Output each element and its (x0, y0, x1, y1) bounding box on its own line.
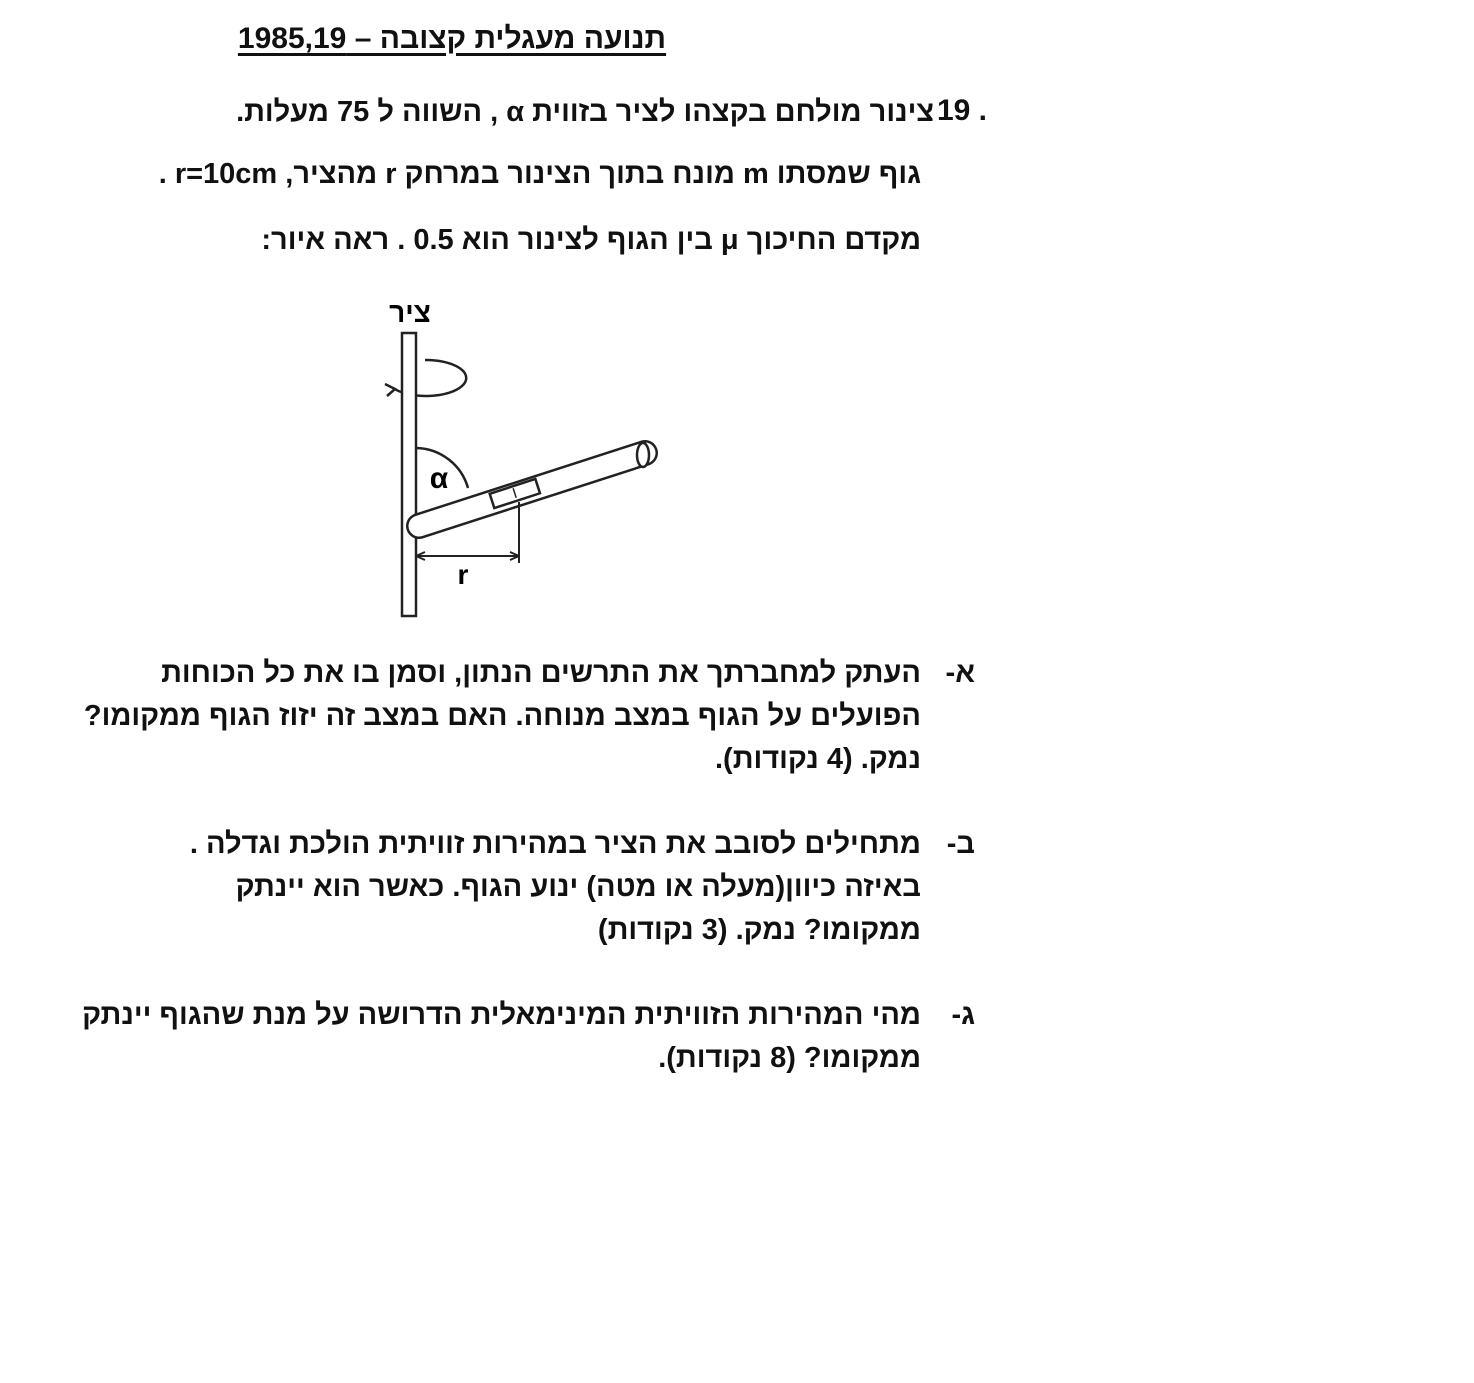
intro-line-3: מקדם החיכוך μ בין הגוף לצינור הוא 0.5 . ראה איור: (261, 224, 921, 256)
vertical-axis (402, 333, 416, 616)
question-a-line-1: העתק למחברתך את התרשים הנתון, וסמן בו את כל הכוחות (161, 657, 921, 689)
question-c-letter: ג- (951, 999, 975, 1031)
question-a-letter: א- (945, 657, 975, 689)
angle-label: α (429, 462, 449, 495)
question-b-line-1: מתחילים לסובב את הציר במהירות זוויתית הולכת וגדלה . (189, 828, 921, 860)
question-number: 19 . (936, 94, 987, 127)
intro-line-1: צינור מולחם בקצהו לציר בזווית α , השווה ל 75 מעלות. (236, 96, 934, 128)
rotation-arrow-icon (385, 360, 466, 396)
tube-on-axis-figure (355, 288, 665, 628)
question-a-line-3: נמק. (4 נקודות). (714, 743, 921, 775)
intro-line-2: גוף שמסתו m מונח בתוך הצינור במרחק r מהציר, r=10cm . (158, 158, 921, 190)
question-b-letter: ב- (946, 828, 975, 860)
question-a (83, 652, 975, 781)
page-title: תנועה מעגלית קצובה – 1985,19 (237, 22, 667, 55)
distance-label: r (457, 559, 469, 590)
question-c (82, 994, 975, 1080)
question-b-line-2: באיזה כיוון(מעלה או מטה) ינוע הגוף. כאשר הוא יינתק (235, 871, 921, 903)
question-a-line-2: הפועלים על הגוף במצב מנוחה. האם במצב זה יזוז הגוף ממקומו? (83, 700, 921, 732)
question-c-line-2: ממקומו? (8 נקודות). (658, 1042, 921, 1074)
question-b-line-3: ממקומו? נמק. (3 נקודות) (597, 914, 921, 946)
question-c-line-1: מהי המהירות הזוויתית המינימאלית הדרושה על מנת שהגוף יינתק (82, 999, 921, 1031)
question-b (189, 823, 975, 952)
axis-label: ציר (389, 297, 431, 328)
